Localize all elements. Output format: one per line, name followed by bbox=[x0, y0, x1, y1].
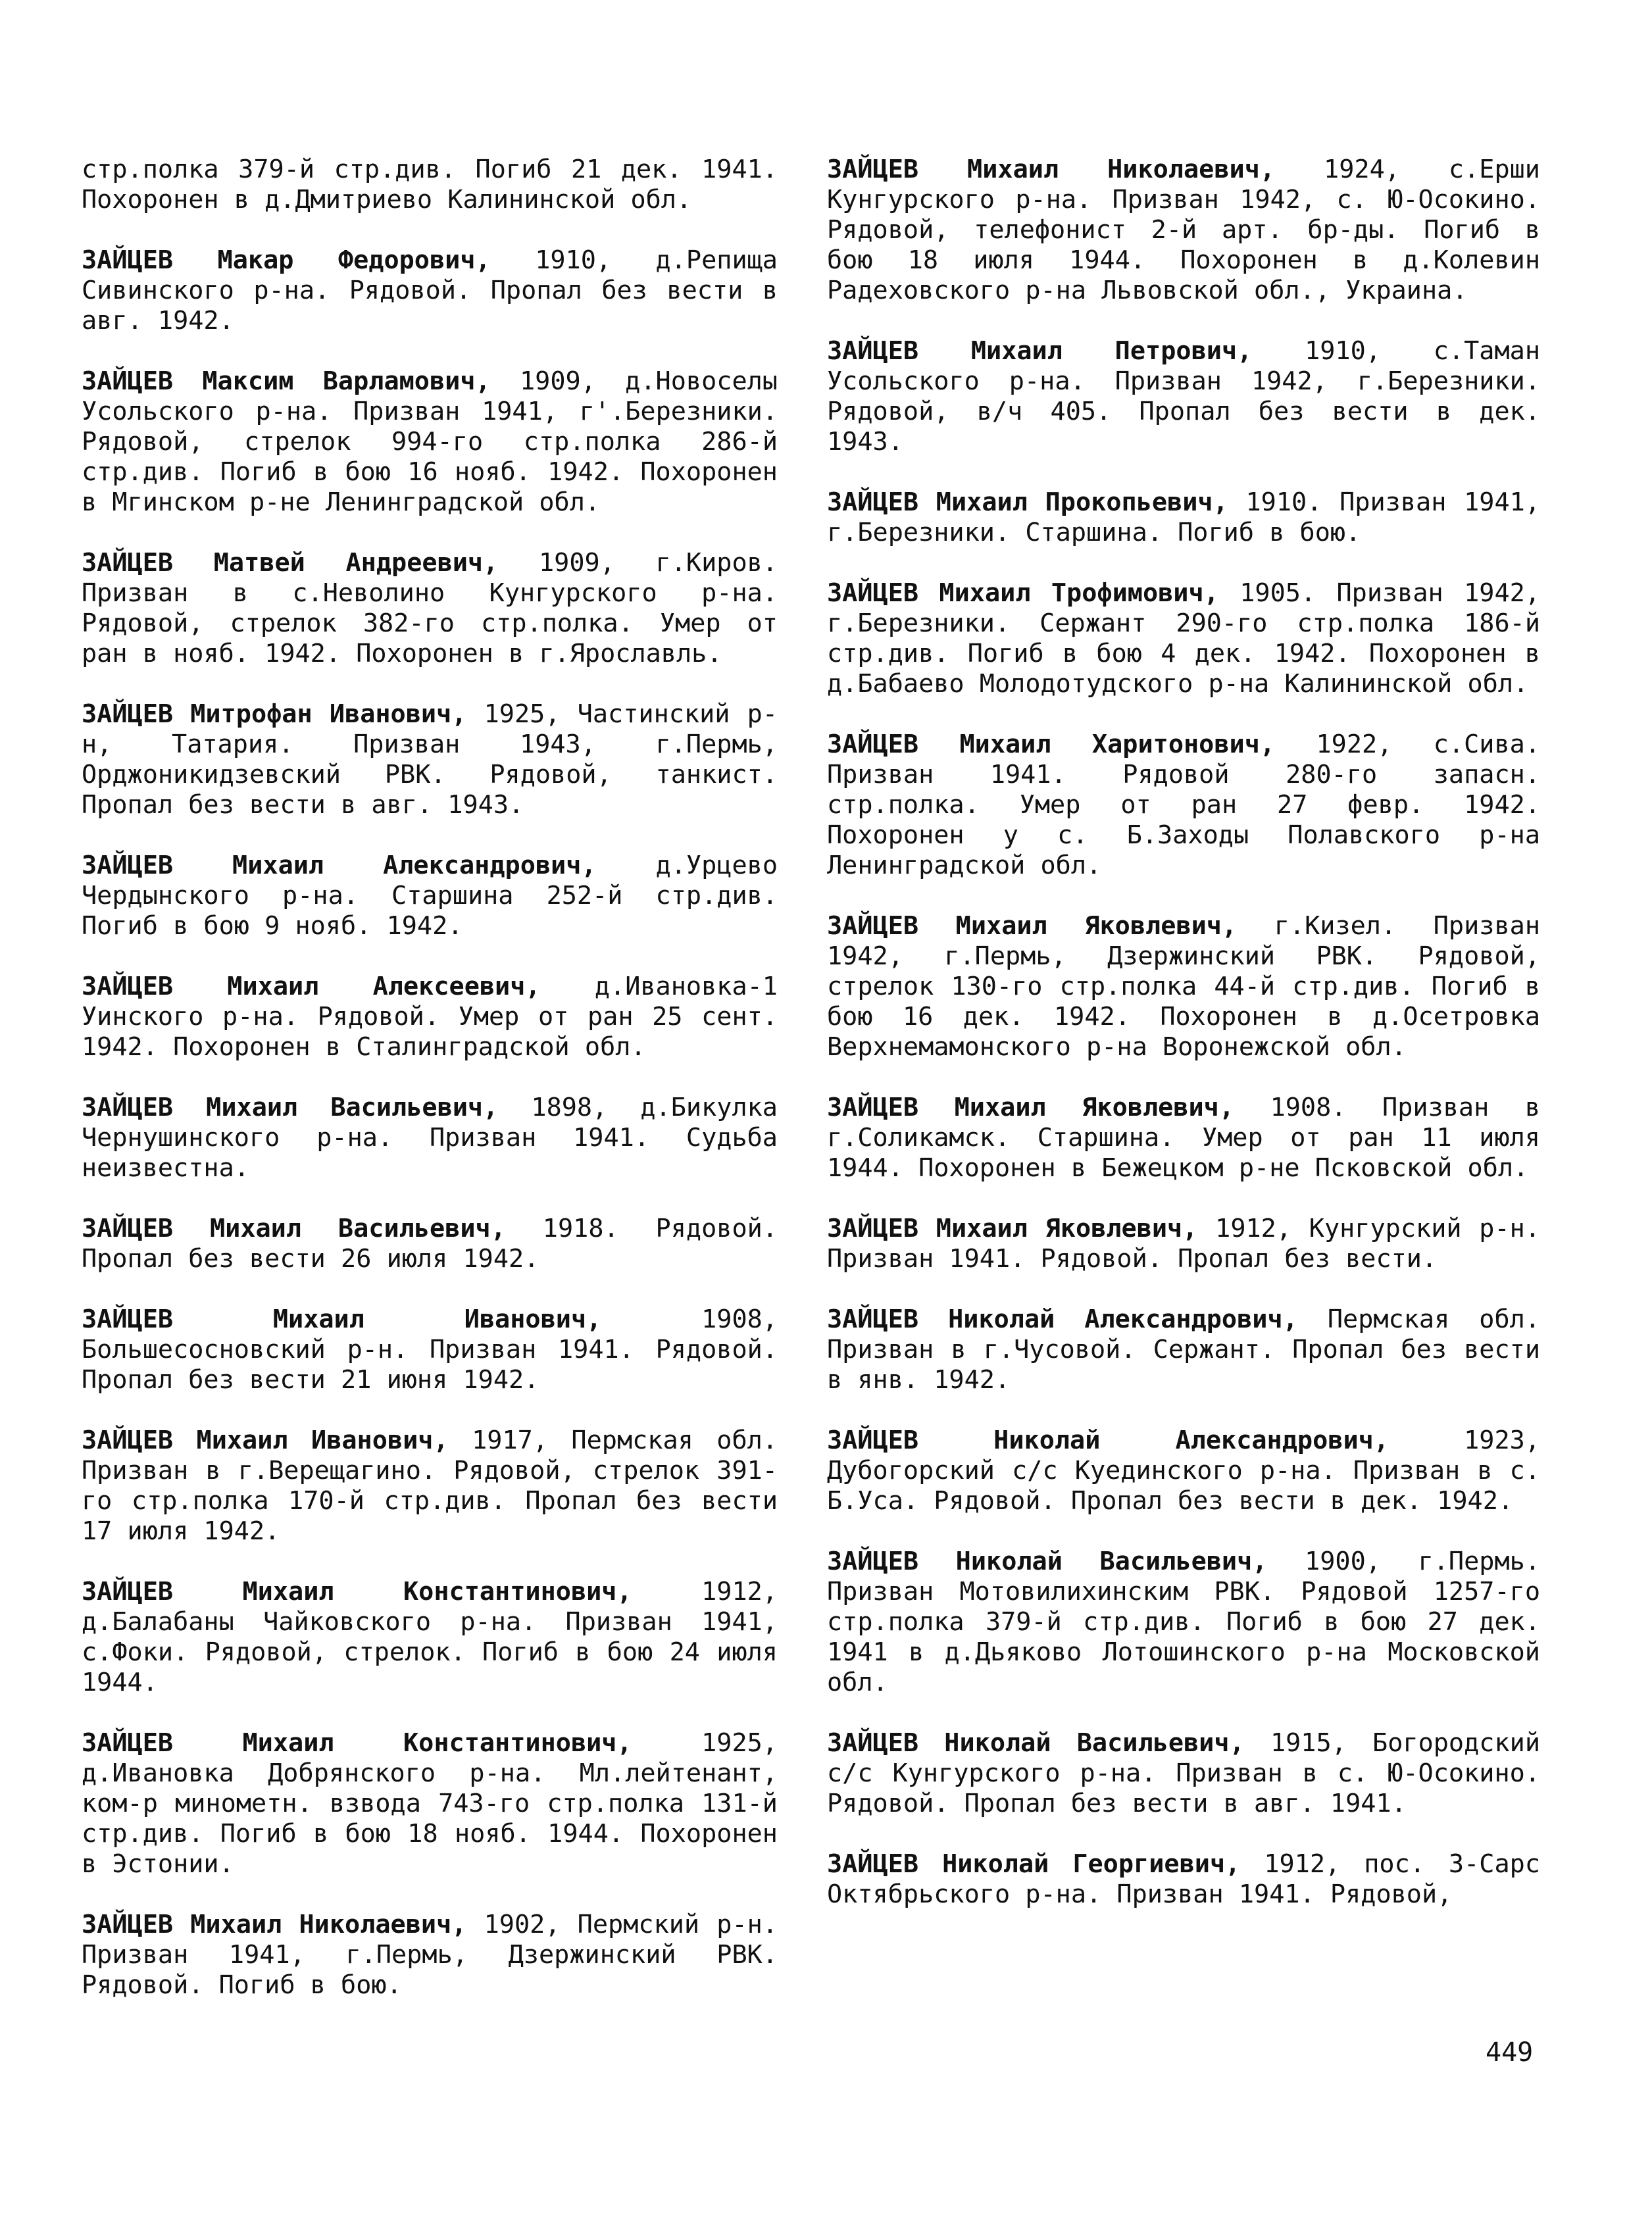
entry-details: 1910, с.Таман Усольского р-на. Призван 1942, г.Березники. Рядовой, в/ч 405. Пропал без вести в дек. 1943. bbox=[827, 336, 1540, 457]
entry-details: г.Кизел. Призван 1942, г.Пермь, Дзержинский РВК. Рядовой, стрелок 130-го стр.полка 44-й стр.див. Погиб в бою 16 дек. 1942. Похоронен в д.Осетровка Верхнемамонского р-на Воронежской обл. bbox=[827, 911, 1540, 1062]
entry-details: 1923, Дубогорский с/с Куединского р-на. Призван в с. Б.Уса. Рядовой. Пропал без вести в дек. 1942. bbox=[827, 1426, 1540, 1516]
biography-entry bbox=[82, 1910, 778, 2001]
entry-details: 1898, д.Бикулка Чернушинского р-на. Призван 1941. Судьба неизвестна. bbox=[82, 1093, 778, 1183]
biography-entry bbox=[82, 699, 778, 820]
entry-details: 1912, пос. 3-Сарс Октябрьского р-на. Призван 1941. Рядовой, bbox=[827, 1849, 1540, 1909]
page-number: 449 bbox=[1486, 2037, 1534, 2068]
person-name: ЗАЙЦЕВ Михаил Петрович, bbox=[827, 336, 1253, 366]
biography-entry bbox=[827, 1214, 1540, 1274]
biography-entry bbox=[82, 366, 778, 518]
biography-entry bbox=[827, 730, 1540, 881]
person-name: ЗАЙЦЕВ Михаил Алексеевич, bbox=[82, 972, 541, 1001]
entry-details: Пермская обл. Призван в г.Чусовой. Сержант. Пропал без вести в янв. 1942. bbox=[827, 1305, 1540, 1395]
person-name: ЗАЙЦЕВ Максим Варламович, bbox=[82, 366, 491, 396]
entry-details: 1910, д.Репища Сивинского р-на. Рядовой. Пропал без вести в авг. 1942. bbox=[82, 245, 778, 336]
entry-details: 1909, г.Киров. Призван в с.Неволино Кунгурского р-на. Рядовой, стрелок 382-го стр.полка. Умер от ран в нояб. 1942. Похоронен в г.Ярославль. bbox=[82, 548, 778, 668]
person-name: ЗАЙЦЕВ Михаил Яковлевич, bbox=[827, 911, 1238, 941]
biography-entry bbox=[82, 972, 778, 1062]
biography-entry bbox=[827, 1728, 1540, 1819]
biography-entry bbox=[827, 1426, 1540, 1516]
entry-details: 1909, д.Новоселы Усольского р-на. Призван 1941, г'.Березники. Рядовой, стрелок 994-го стр.полка 286-й стр.див. Погиб в бою 16 нояб. 1942. Похоронен в Мгинском р-не Ленинградской обл. bbox=[82, 366, 778, 517]
biography-entry bbox=[827, 1547, 1540, 1698]
entry-details: 1908. Призван в г.Соликамск. Старшина. Умер от ран 11 июля 1944. Похоронен в Бежецком р-не Псковской обл. bbox=[827, 1093, 1540, 1183]
left-column bbox=[82, 155, 778, 2031]
entry-details: 1912, д.Балабаны Чайковского р-на. Призван 1941, с.Фоки. Рядовой, стрелок. Погиб в бою 24 июля 1944. bbox=[82, 1577, 778, 1697]
person-name: ЗАЙЦЕВ Митрофан Иванович, bbox=[82, 699, 467, 729]
biography-entry bbox=[82, 1093, 778, 1183]
person-name: ЗАЙЦЕВ Михаил Иванович, bbox=[82, 1305, 602, 1334]
person-name: ЗАЙЦЕВ Михаил Николаевич, bbox=[82, 1910, 467, 1939]
person-name: ЗАЙЦЕВ Михаил Александрович, bbox=[82, 851, 597, 880]
biography-entry bbox=[82, 1728, 778, 1879]
person-name: ЗАЙЦЕВ Николай Александрович, bbox=[827, 1426, 1389, 1455]
entry-details: д.Урцево Чердынского р-на. Старшина 252-й стр.див. Погиб в бою 9 нояб. 1942. bbox=[82, 851, 778, 941]
person-name: ЗАЙЦЕВ Николай Васильевич, bbox=[827, 1728, 1245, 1758]
biography-entry bbox=[827, 1305, 1540, 1395]
biography-entry bbox=[827, 911, 1540, 1062]
entry-details: д.Ивановка-1 Уинского р-на. Рядовой. Умер от ран 25 сент. 1942. Похоронен в Сталинградской обл. bbox=[82, 972, 778, 1062]
biography-entry bbox=[82, 245, 778, 336]
biography-entry bbox=[82, 1426, 778, 1547]
person-name: ЗАЙЦЕВ Михаил Константинович, bbox=[82, 1577, 632, 1606]
entry-details: 1912, Кунгурский р-н. Призван 1941. Рядовой. Пропал без вести. bbox=[827, 1214, 1540, 1274]
entry-details: 1917, Пермская обл. Призван в г.Верещагино. Рядовой, стрелок 391-го стр.полка 170-й стр.див. Пропал без вести 17 июля 1942. bbox=[82, 1426, 778, 1546]
biography-entry bbox=[82, 1577, 778, 1698]
person-name: ЗАЙЦЕВ Михаил Прокопьевич, bbox=[827, 487, 1228, 517]
entry-details: 1918. Рядовой. Пропал без вести 26 июля 1942. bbox=[82, 1214, 778, 1274]
entry-details: 1910. Призван 1941, г.Березники. Старшина. Погиб в бою. bbox=[827, 487, 1541, 547]
person-name: ЗАЙЦЕВ Михаил Константинович, bbox=[82, 1728, 632, 1758]
person-name: ЗАЙЦЕВ Михаил Васильевич, bbox=[82, 1093, 499, 1122]
person-name: ЗАЙЦЕВ Макар Федорович, bbox=[82, 245, 491, 275]
biography-entry bbox=[827, 487, 1540, 548]
entry-details: 1902, Пермский р-н. Призван 1941, г.Пермь, Дзержинский РВК. Рядовой. Погиб в бою. bbox=[82, 1910, 778, 2000]
entry-details: 1905. Призван 1942, г.Березники. Сержант 290-го стр.полка 186-й стр.див. Погиб в бою 4 дек. 1942. Похоронен в д.Бабаево Молодотудского р-на Калининской обл. bbox=[827, 578, 1540, 699]
person-name: ЗАЙЦЕВ Михаил Васильевич, bbox=[82, 1214, 506, 1243]
right-column bbox=[827, 155, 1540, 1940]
entry-details: 1908, Большесосновский р-н. Призван 1941. Рядовой. Пропал без вести 21 июня 1942. bbox=[82, 1305, 778, 1395]
person-name: ЗАЙЦЕВ Михаил Трофимович, bbox=[827, 578, 1219, 608]
entry-details: 1900, г.Пермь. Призван Мотовилихинским РВК. Рядовой 1257-го стр.полка 379-й стр.див. Погиб в бою 27 дек. 1941 в д.Дьяково Лотошинского р-на Московской обл. bbox=[827, 1547, 1540, 1697]
biography-entry bbox=[827, 336, 1540, 457]
biography-entry bbox=[82, 548, 778, 669]
biography-entry bbox=[827, 1093, 1540, 1183]
biography-entry bbox=[82, 1214, 778, 1274]
person-name: ЗАЙЦЕВ Михаил Харитонович, bbox=[827, 730, 1276, 759]
person-name: ЗАЙЦЕВ Михаил Яковлевич, bbox=[827, 1214, 1198, 1243]
biography-entry bbox=[82, 1305, 778, 1395]
person-name: ЗАЙЦЕВ Михаил Николаевич, bbox=[827, 155, 1276, 184]
person-name: ЗАЙЦЕВ Николай Георгиевич, bbox=[827, 1849, 1241, 1879]
entry-details: 1925, д.Ивановка Добрянского р-на. Мл.лейтенант, ком-р минометн. взвода 743-го стр.полка 131-й стр.див. Погиб в бою 18 нояб. 1944. Похоронен в Эстонии. bbox=[82, 1728, 778, 1879]
person-name: ЗАЙЦЕВ Михаил Яковлевич, bbox=[827, 1093, 1235, 1122]
person-name: ЗАЙЦЕВ Николай Александрович, bbox=[827, 1305, 1298, 1334]
entry-details: 1924, с.Ерши Кунгурского р-на. Призван 1942, с. Ю-Осокино. Рядовой, телефонист 2-й арт. бр-ды. Погиб в бою 18 июля 1944. Похоронен в д.Колевин Радеховского р-на Львовской обл., Украина. bbox=[827, 155, 1540, 305]
person-name: ЗАЙЦЕВ Матвей Андреевич, bbox=[82, 548, 499, 578]
entry-details: 1925, Частинский р-н, Татария. Призван 1943, г.Пермь, Орджоникидзевский РВК. Рядовой, танкист. Пропал без вести в авг. 1943. bbox=[82, 699, 778, 820]
biography-entry bbox=[82, 155, 778, 215]
entry-details: стр.полка 379-й стр.див. Погиб 21 дек. 1941. Похоронен в д.Дмитриево Калининской обл. bbox=[82, 155, 778, 214]
person-name: ЗАЙЦЕВ Михаил Иванович, bbox=[82, 1426, 449, 1455]
entry-details: 1915, Богородский с/с Кунгурского р-на. Призван в с. Ю-Осокино. Рядовой. Пропал без вести в авг. 1941. bbox=[827, 1728, 1541, 1818]
biography-entry bbox=[827, 578, 1540, 699]
biography-entry bbox=[827, 155, 1540, 306]
person-name: ЗАЙЦЕВ Николай Васильевич, bbox=[827, 1547, 1268, 1576]
entry-details: 1922, с.Сива. Призван 1941. Рядовой 280-го запасн. стр.полка. Умер от ран 27 февр. 1942. Похоронен у с. Б.Заходы Полавского р-на Ленинградской обл. bbox=[827, 730, 1541, 880]
biography-entry bbox=[827, 1849, 1540, 1910]
biography-entry bbox=[82, 851, 778, 941]
